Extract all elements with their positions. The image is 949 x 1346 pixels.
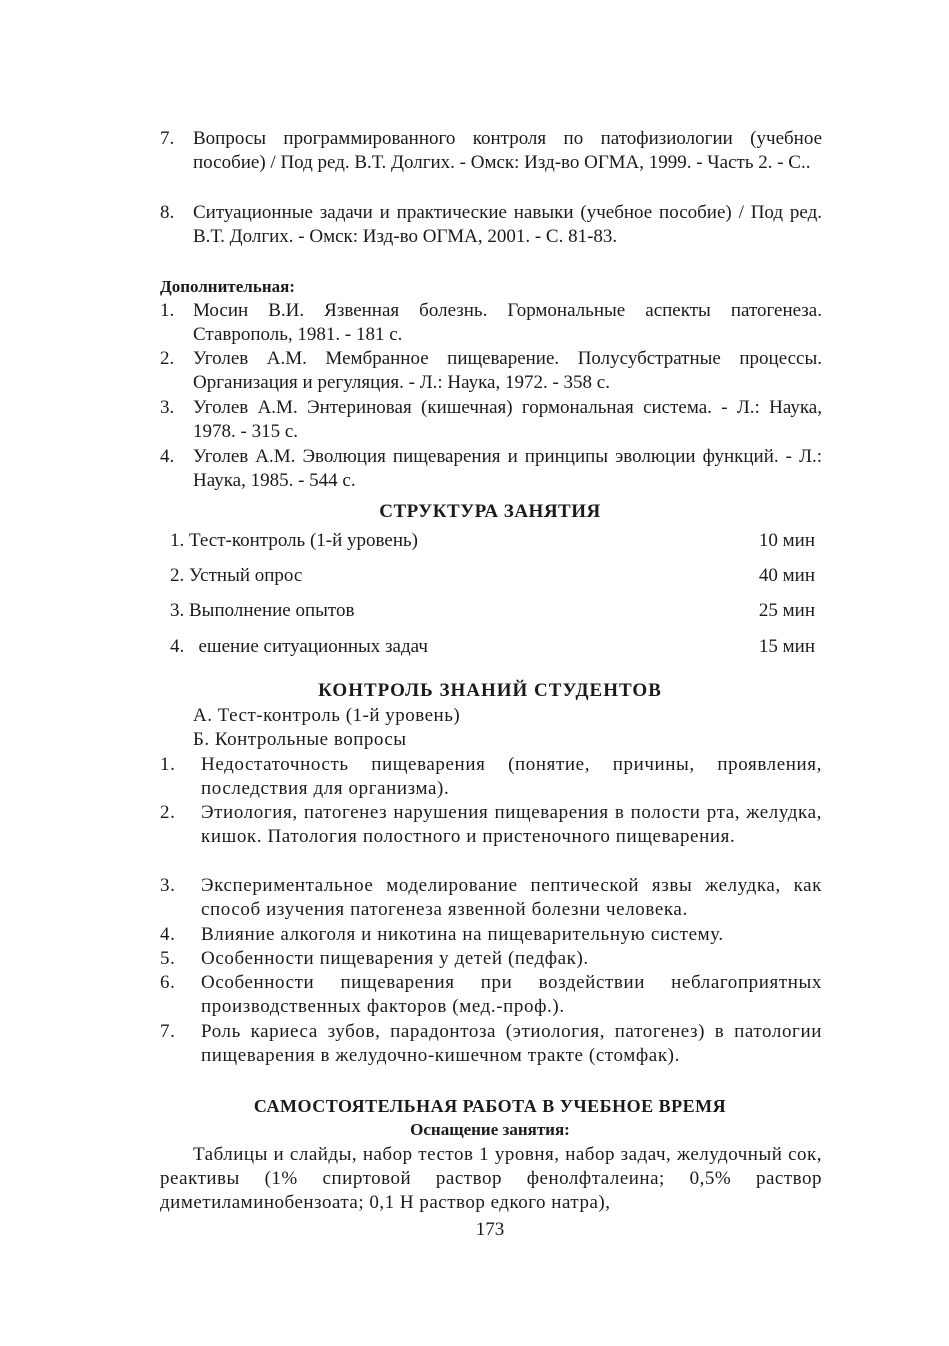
control-heading: КОНТРОЛЬ ЗНАНИЙ СТУДЕНТОВ bbox=[318, 680, 662, 701]
structure-label: 2. Устный опрос bbox=[170, 565, 303, 586]
list-number: 3. bbox=[160, 397, 175, 418]
list-number: 4. bbox=[160, 924, 176, 945]
question-item-4 bbox=[160, 923, 822, 947]
literature-item-7 bbox=[160, 127, 822, 175]
question-item-3 bbox=[160, 874, 822, 922]
list-text: Влияние алкоголя и никотина на пищеварительную систему. bbox=[201, 924, 724, 945]
structure-row bbox=[170, 635, 815, 659]
question-item-5 bbox=[160, 947, 822, 971]
structure-row bbox=[170, 599, 815, 623]
list-number: 4. bbox=[160, 446, 175, 467]
list-text: Ситуационные задачи и практические навыки (учебное пособие) / Под ред. В.Т. Долгих. - Омск: Изд-во ОГМА, 2001. - С. 81-83. bbox=[193, 202, 822, 247]
additional-item-2 bbox=[160, 347, 822, 395]
list-text: Особенности пищеварения у детей (педфак). bbox=[201, 948, 589, 969]
list-text: Вопросы программированного контроля по патофизиологии (учебное пособие) / Под ред. В.Т. Долгих. - Омск: Изд-во ОГМА, 1999. - Часть 2. - С.. bbox=[193, 128, 822, 173]
equipment-heading: Оснащение занятия: bbox=[410, 1120, 570, 1139]
additional-item-4 bbox=[160, 445, 822, 493]
list-number: 2. bbox=[160, 802, 176, 823]
control-subheading-b: Б. Контрольные вопросы bbox=[193, 729, 407, 750]
structure-label: 3. Выполнение опытов bbox=[170, 600, 355, 621]
additional-item-3 bbox=[160, 396, 822, 444]
list-number: 7. bbox=[160, 128, 175, 149]
list-number: 2. bbox=[160, 348, 175, 369]
list-number: 7. bbox=[160, 1021, 176, 1042]
question-item-6 bbox=[160, 971, 822, 1019]
structure-row bbox=[170, 564, 815, 588]
question-item-7 bbox=[160, 1020, 822, 1068]
equipment-paragraph: Таблицы и слайды, набор тестов 1 уровня, набор задач, желудочный сок, реактивы (1% спиртовой раствор фенолфталеина; 0,5% раствор диметиламинобензоата; 0,1 Н раствор едкого натра), bbox=[160, 1144, 822, 1213]
structure-time: 15 мин bbox=[758, 636, 815, 657]
list-text: Особенности пищеварения при воздействии неблагоприятных производственных факторов (мед.-проф.). bbox=[201, 972, 822, 1017]
list-number: 3. bbox=[160, 875, 176, 896]
control-subheading-a: А. Тест-контроль (1-й уровень) bbox=[193, 705, 461, 726]
structure-time: 40 мин bbox=[758, 565, 815, 586]
list-text: Уголев А.М. Мембранное пищеварение. Полусубстратные процессы. Организация и регуляция. - Л.: Наука, 1972. - 358 с. bbox=[193, 348, 822, 393]
structure-label: 4. ешение ситуационных задач bbox=[170, 636, 428, 657]
list-text: Уголев А.М. Энтериновая (кишечная) гормональная система. - Л.: Наука, 1978. - 315 с. bbox=[193, 397, 822, 442]
question-item-1 bbox=[160, 753, 822, 801]
list-text: Мосин В.И. Язвенная болезнь. Гормональные аспекты патогенеза. Ставрополь, 1981. - 181 с. bbox=[193, 300, 822, 345]
structure-time: 10 мин bbox=[758, 530, 815, 551]
structure-heading: СТРУКТУРА ЗАНЯТИЯ bbox=[379, 501, 601, 522]
list-text: Недостаточность пищеварения (понятие, причины, проявления, последствия для организма). bbox=[201, 754, 822, 799]
additional-item-1 bbox=[160, 299, 822, 347]
list-text: Роль кариеса зубов, парадонтоза (этиология, патогенез) в патологии пищеварения в желудочно-кишечном тракте (стомфак). bbox=[201, 1021, 822, 1066]
literature-item-8 bbox=[160, 201, 822, 249]
list-text: Этиология, патогенез нарушения пищеварения в полости рта, желудка, кишок. Патология полостного и пристеночного пищеварения. bbox=[201, 802, 822, 847]
page-number: 173 bbox=[475, 1219, 505, 1240]
additional-literature-heading: Дополнительная: bbox=[160, 277, 295, 296]
question-item-2 bbox=[160, 801, 822, 849]
list-text: Уголев А.М. Эволюция пищеварения и принципы эволюции функций. - Л.: Наука, 1985. - 544 с. bbox=[193, 446, 822, 491]
list-number: 5. bbox=[160, 948, 176, 969]
list-number: 6. bbox=[160, 972, 176, 993]
list-text: Экспериментальное моделирование пептической язвы желудка, как способ изучения патогенеза язвенной болезни человека. bbox=[201, 875, 822, 920]
selfwork-heading: САМОСТОЯТЕЛЬНАЯ РАБОТА В УЧЕБНОЕ ВРЕМЯ bbox=[253, 1096, 727, 1116]
structure-row bbox=[170, 529, 815, 553]
list-number: 8. bbox=[160, 202, 175, 223]
structure-label: 1. Тест-контроль (1-й уровень) bbox=[170, 530, 418, 551]
list-number: 1. bbox=[160, 754, 176, 775]
structure-time: 25 мин bbox=[758, 600, 815, 621]
list-number: 1. bbox=[160, 300, 175, 321]
